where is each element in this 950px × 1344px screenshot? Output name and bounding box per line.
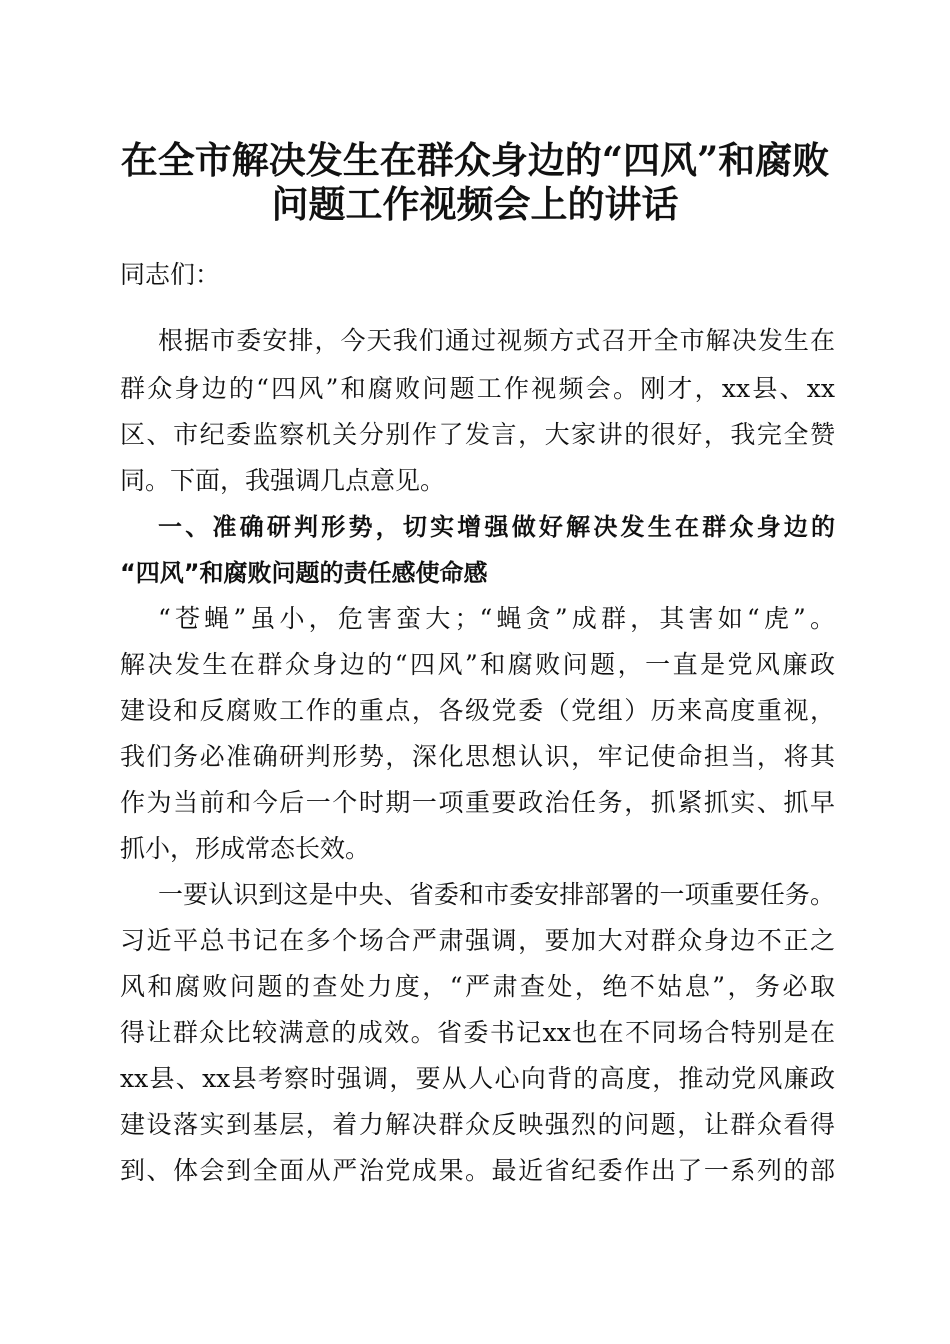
paragraph-3-line-7: 到、体会到全面从严治党成果。最近省纪委作出了一系列的部 bbox=[120, 1156, 835, 1185]
salutation: 同志们： bbox=[120, 260, 221, 289]
document-title-line-1: 在全市解决发生在群众身边的“四风”和腐败 bbox=[120, 138, 830, 182]
paragraph-2-line-5: 作为当前和今后一个时期一项重要政治任务，抓紧抓实、抓早 bbox=[120, 788, 835, 817]
document-title-line-2: 问题工作视频会上的讲话 bbox=[271, 182, 679, 226]
paragraph-1-line-4: 同。下面，我强调几点意见。 bbox=[120, 466, 446, 495]
paragraph-2-line-2: 解决发生在群众身边的“四风”和腐败问题，一直是党风廉政 bbox=[120, 650, 835, 679]
paragraph-2-line-3: 建设和反腐败工作的重点，各级党委（党组）历来高度重视， bbox=[120, 696, 835, 725]
paragraph-2-line-4: 我们务必准确研判形势，深化思想认识，牢记使命担当，将其 bbox=[120, 742, 835, 771]
paragraph-3-line-3: 风和腐败问题的查处力度，“严肃查处，绝不姑息”，务必取 bbox=[120, 972, 835, 1001]
paragraph-1-line-2: 群众身边的“四风”和腐败问题工作视频会。刚才，xx县、xx bbox=[120, 374, 835, 403]
paragraph-3-line-6: 建设落实到基层，着力解决群众反映强烈的问题，让群众看得 bbox=[120, 1110, 835, 1139]
paragraph-1-line-1: 根据市委安排，今天我们通过视频方式召开全市解决发生在 bbox=[158, 326, 835, 355]
paragraph-3-line-1: 一要认识到这是中央、省委和市委安排部署的一项重要任务。 bbox=[158, 880, 835, 909]
paragraph-3-line-2: 习近平总书记在多个场合严肃强调，要加大对群众身边不正之 bbox=[120, 926, 835, 955]
paragraph-3-line-5: xx县、xx县考察时强调，要从人心向背的高度，推动党风廉政 bbox=[120, 1064, 835, 1093]
paragraph-3-line-4: 得让群众比较满意的成效。省委书记xx也在不同场合特别是在 bbox=[120, 1018, 835, 1047]
section-heading-1-line-1: 一、准确研判形势，切实增强做好解决发生在群众身边的 bbox=[158, 513, 835, 541]
paragraph-2-line-1: “苍蝇”虽小，危害蛮大；“蝇贪”成群，其害如“虎”。 bbox=[158, 604, 835, 633]
paragraph-1-line-3: 区、市纪委监察机关分别作了发言，大家讲的很好，我完全赞 bbox=[120, 420, 835, 449]
section-heading-1-line-2: “四风”和腐败问题的责任感使命感 bbox=[120, 559, 488, 587]
paragraph-2-line-6: 抓小，形成常态长效。 bbox=[120, 834, 371, 863]
